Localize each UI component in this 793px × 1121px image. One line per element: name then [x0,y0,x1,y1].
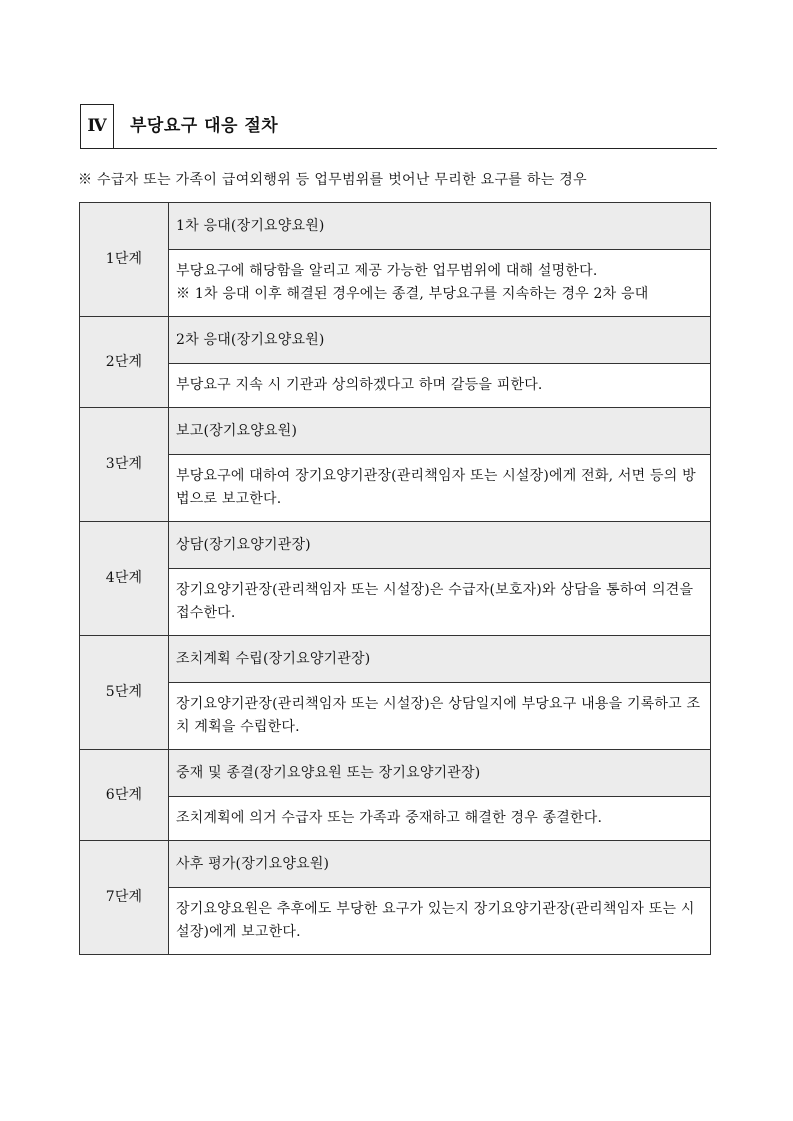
stage-description-row [80,797,711,841]
stage-description-row [80,455,711,522]
section-number: Ⅳ [80,104,114,148]
stage-description-row [80,364,711,408]
stage-heading: 1차 응대(장기요양요원) [169,203,711,250]
stage-description: 장기요양기관장(관리책임자 또는 시설장)은 상담일지에 부당요구 내용을 기록하고 조치 계획을 수립한다. [169,683,711,750]
stage-heading-row [80,841,711,888]
stage-label: 1단계 [80,203,169,317]
stage-description: 조치계획에 의거 수급자 또는 가족과 중재하고 해결한 경우 종결한다. [169,797,711,841]
section-title: 부당요구 대응 절차 [130,116,279,136]
stage-heading: 사후 평가(장기요양요원) [169,841,711,888]
procedure-table [79,202,711,955]
stage-heading: 상담(장기요양기관장) [169,522,711,569]
stage-label: 2단계 [80,317,169,408]
stage-heading-row [80,522,711,569]
stage-heading-row [80,203,711,250]
stage-label: 7단계 [80,841,169,955]
stage-heading: 보고(장기요양요원) [169,408,711,455]
stage-description: 부당요구 지속 시 기관과 상의하겠다고 하며 갈등을 피한다. [169,364,711,408]
stage-description-row [80,569,711,636]
stage-description: 장기요양요원은 추후에도 부당한 요구가 있는지 장기요양기관장(관리책임자 또는 시설장)에게 보고한다. [169,888,711,955]
stage-description-row [80,888,711,955]
scope-note: ※ 수급자 또는 가족이 급여외행위 등 업무범위를 벗어난 무리한 요구를 하는 경우 [78,172,587,188]
stage-description-row [80,683,711,750]
stage-description-note: ※ 1차 응대 이후 해결된 경우에는 종결, 부당요구를 지속하는 경우 2차 응대 [176,286,649,302]
section-header [80,104,717,149]
stage-heading: 중재 및 종결(장기요양요원 또는 장기요양기관장) [169,750,711,797]
stage-label: 5단계 [80,636,169,750]
stage-heading: 조치계획 수립(장기요양기관장) [169,636,711,683]
stage-heading: 2차 응대(장기요양요원) [169,317,711,364]
stage-heading-row [80,750,711,797]
stage-label: 3단계 [80,408,169,522]
stage-label: 6단계 [80,750,169,841]
stage-description: 장기요양기관장(관리책임자 또는 시설장)은 수급자(보호자)와 상담을 통하여 의견을 접수한다. [169,569,711,636]
stage-heading-row [80,317,711,364]
stage-label: 4단계 [80,522,169,636]
stage-description: 부당요구에 해당함을 알리고 제공 가능한 업무범위에 대해 설명한다. [176,263,598,279]
stage-description: 부당요구에 대하여 장기요양기관장(관리책임자 또는 시설장)에게 전화, 서면 등의 방법으로 보고한다. [169,455,711,522]
stage-heading-row [80,408,711,455]
stage-heading-row [80,636,711,683]
stage-description-cell [169,250,711,317]
stage-description-row [80,250,711,317]
